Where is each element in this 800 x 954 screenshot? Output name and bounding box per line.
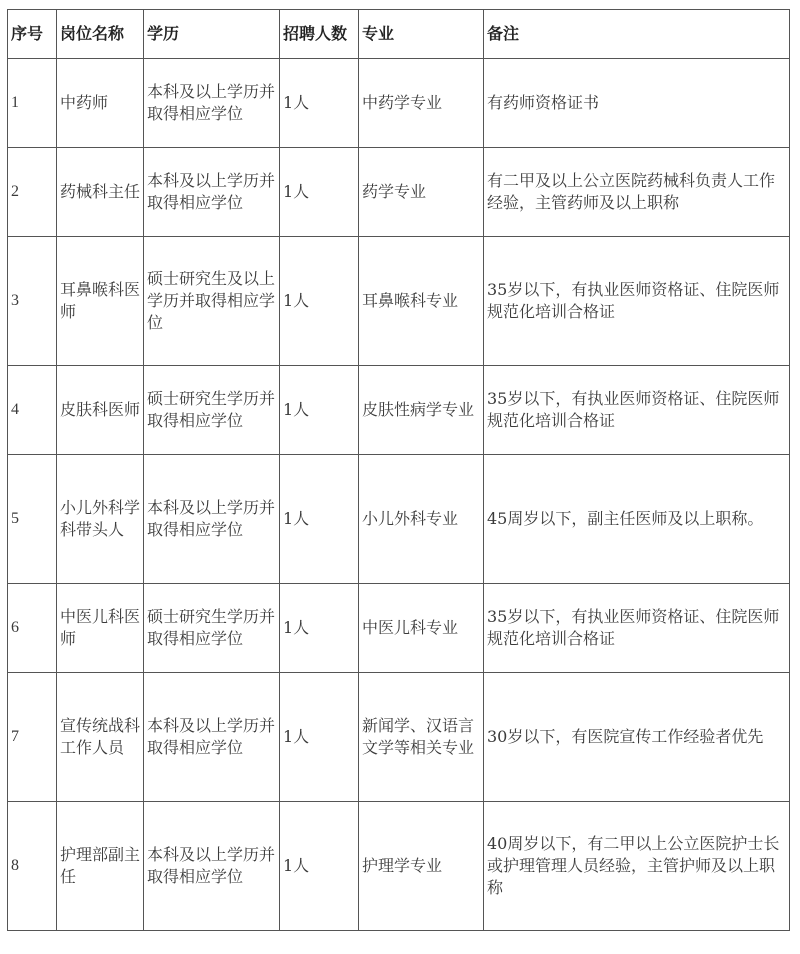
- cell-no: 1: [8, 59, 57, 148]
- cell-major: 新闻学、汉语言文学等相关专业: [359, 673, 484, 802]
- table-row: [8, 584, 790, 673]
- cell-remark: 35岁以下，有执业医师资格证、住院医师规范化培训合格证: [484, 237, 790, 366]
- header-count: 招聘人数: [280, 10, 359, 59]
- cell-remark: 30岁以下，有医院宣传工作经验者优先: [484, 673, 790, 802]
- cell-no: 5: [8, 455, 57, 584]
- table-row: [8, 673, 790, 802]
- cell-position: 皮肤科医师: [57, 366, 144, 455]
- cell-count: 1人: [280, 584, 359, 673]
- cell-position: 中药师: [57, 59, 144, 148]
- header-position: 岗位名称: [57, 10, 144, 59]
- recruitment-table: [7, 9, 790, 931]
- cell-no: 3: [8, 237, 57, 366]
- cell-position: 小儿外科学科带头人: [57, 455, 144, 584]
- cell-no: 7: [8, 673, 57, 802]
- cell-education: 本科及以上学历并取得相应学位: [144, 59, 280, 148]
- cell-major: 护理学专业: [359, 802, 484, 931]
- header-no: 序号: [8, 10, 57, 59]
- cell-major: 中医儿科专业: [359, 584, 484, 673]
- cell-remark: 35岁以下，有执业医师资格证、住院医师规范化培训合格证: [484, 584, 790, 673]
- cell-no: 4: [8, 366, 57, 455]
- cell-position: 宣传统战科工作人员: [57, 673, 144, 802]
- cell-count: 1人: [280, 59, 359, 148]
- table-row: [8, 455, 790, 584]
- table-row: [8, 148, 790, 237]
- cell-remark: 45周岁以下，副主任医师及以上职称。: [484, 455, 790, 584]
- cell-count: 1人: [280, 455, 359, 584]
- cell-major: 皮肤性病学专业: [359, 366, 484, 455]
- recruitment-table-container: [7, 9, 790, 931]
- cell-education: 本科及以上学历并取得相应学位: [144, 148, 280, 237]
- cell-count: 1人: [280, 237, 359, 366]
- cell-position: 药械科主任: [57, 148, 144, 237]
- cell-no: 2: [8, 148, 57, 237]
- cell-major: 药学专业: [359, 148, 484, 237]
- table-row: [8, 802, 790, 931]
- table-row: [8, 59, 790, 148]
- cell-count: 1人: [280, 366, 359, 455]
- header-education: 学历: [144, 10, 280, 59]
- cell-no: 6: [8, 584, 57, 673]
- cell-position: 耳鼻喉科医师: [57, 237, 144, 366]
- cell-education: 硕士研究生及以上学历并取得相应学位: [144, 237, 280, 366]
- cell-major: 小儿外科专业: [359, 455, 484, 584]
- header-major: 专业: [359, 10, 484, 59]
- cell-remark: 35岁以下，有执业医师资格证、住院医师规范化培训合格证: [484, 366, 790, 455]
- cell-remark: 有药师资格证书: [484, 59, 790, 148]
- header-remark: 备注: [484, 10, 790, 59]
- cell-remark: 40周岁以下，有二甲以上公立医院护士长或护理管理人员经验，主管护师及以上职称: [484, 802, 790, 931]
- cell-remark: 有二甲及以上公立医院药械科负责人工作经验，主管药师及以上职称: [484, 148, 790, 237]
- cell-major: 中药学专业: [359, 59, 484, 148]
- cell-count: 1人: [280, 148, 359, 237]
- table-header-row: [8, 10, 790, 59]
- cell-education: 硕士研究生学历并取得相应学位: [144, 584, 280, 673]
- cell-position: 护理部副主任: [57, 802, 144, 931]
- cell-education: 硕士研究生学历并取得相应学位: [144, 366, 280, 455]
- cell-education: 本科及以上学历并取得相应学位: [144, 802, 280, 931]
- cell-education: 本科及以上学历并取得相应学位: [144, 455, 280, 584]
- cell-count: 1人: [280, 802, 359, 931]
- cell-education: 本科及以上学历并取得相应学位: [144, 673, 280, 802]
- cell-major: 耳鼻喉科专业: [359, 237, 484, 366]
- cell-position: 中医儿科医师: [57, 584, 144, 673]
- cell-no: 8: [8, 802, 57, 931]
- table-row: [8, 366, 790, 455]
- cell-count: 1人: [280, 673, 359, 802]
- table-row: [8, 237, 790, 366]
